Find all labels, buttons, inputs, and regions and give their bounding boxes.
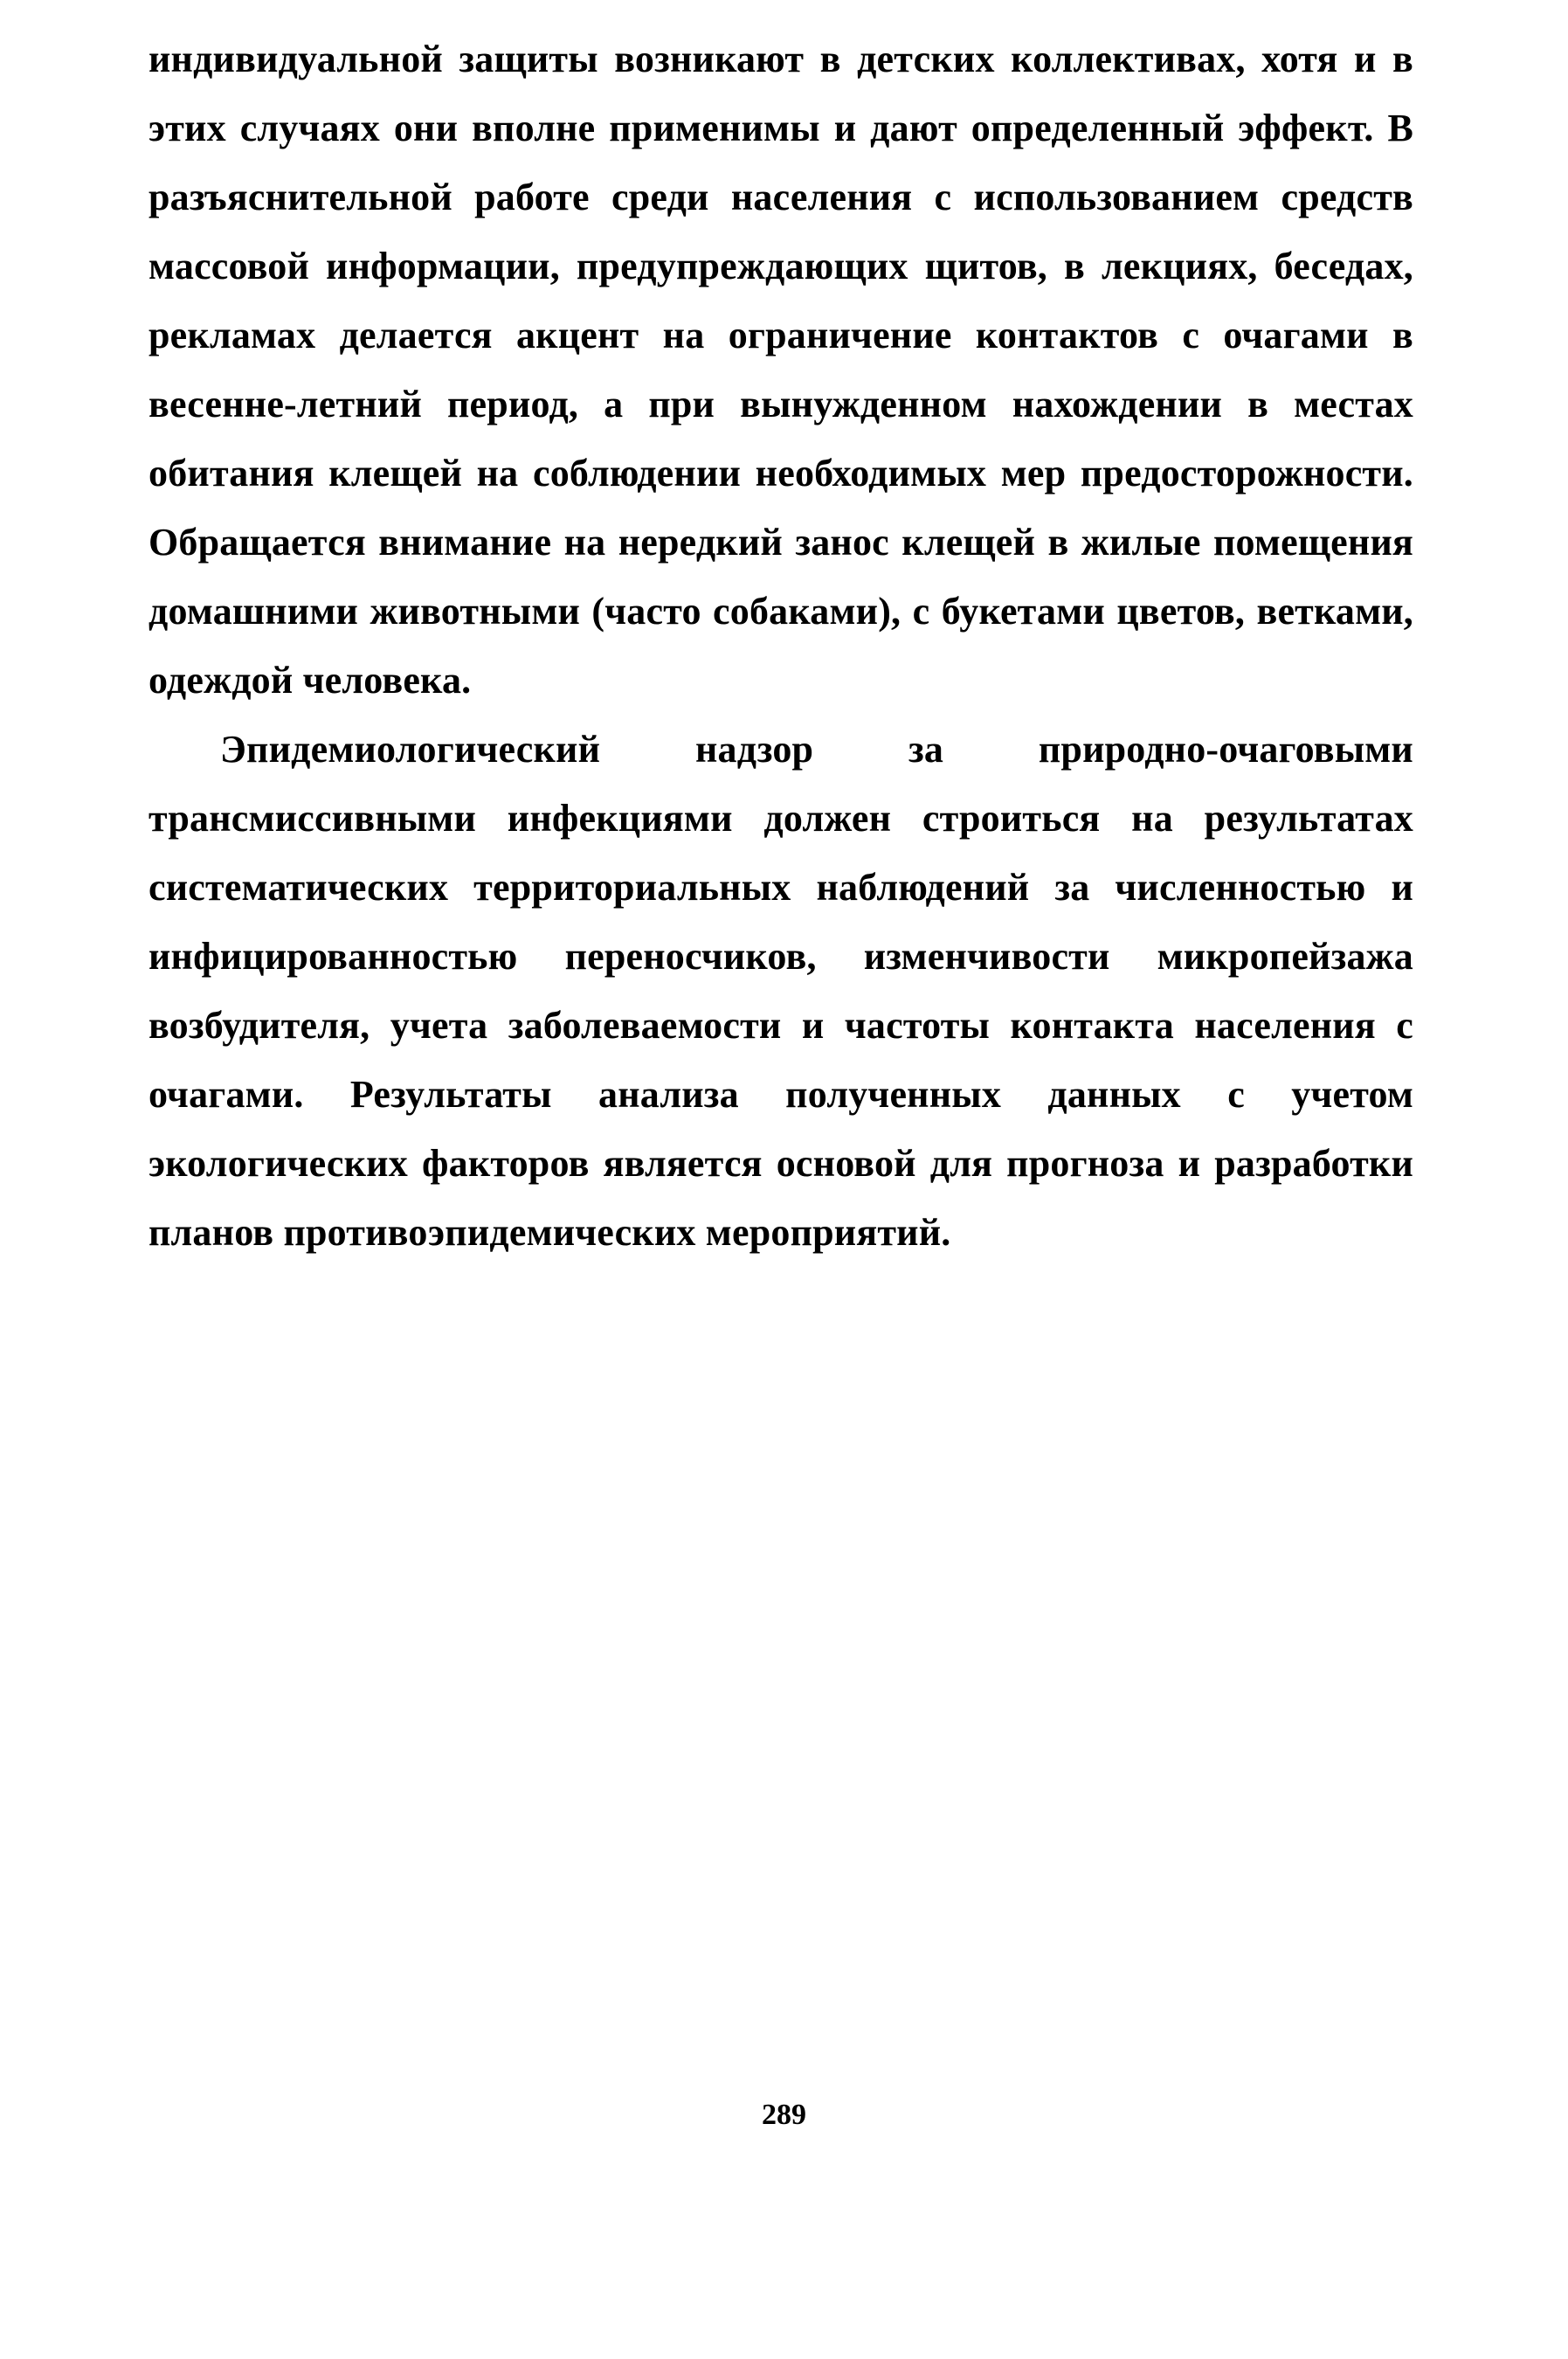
- body-text: [149, 24, 1413, 1267]
- paragraph-individual-protection: индивидуальной защиты возникают в детских коллективах, хотя и в этих случаях они вполне применимы и дают определенный эффект. В разъяснительной работе среди населения с использованием средств массовой информации, предупреждающих щитов, в лекциях, беседах, рекламах делается акцент на ограничение контактов с очагами в весенне-летний период, а при вынужденном нахождении в местах обитания клещей на соблюдении необходимых мер предосторожности. Обращается внимание на нередкий занос клещей в жилые помещения домашними животными (часто собаками), с букетами цветов, ветками, одеждой человека.: [149, 38, 1413, 702]
- paragraph-epidemiological-surveillance: Эпидемиологический надзор за природно-очаговыми трансмиссивными инфекциями должен строиться на результатах систематических территориальных наблюдений за численностью и инфицированностью переносчиков, изменчивости микропейзажа возбудителя, учета заболеваемости и частоты контакта населения с очагами. Результаты анализа полученных данных с учетом экологических факторов является основой для прогноза и разработки планов противоэпидемических мероприятий.: [149, 728, 1413, 1254]
- page-number: 289: [762, 2099, 806, 2131]
